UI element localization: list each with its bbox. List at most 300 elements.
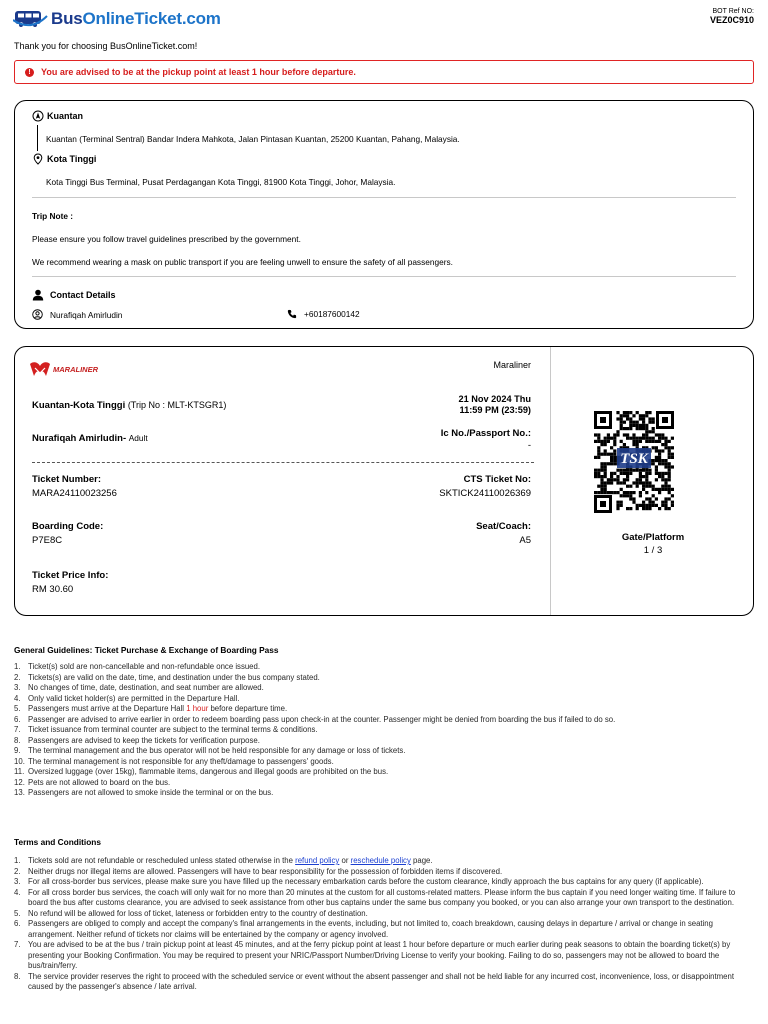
qr-module xyxy=(645,478,648,481)
list-item: Tickets(s) are valid on the date, time, and destination under the bus company stated. xyxy=(28,672,320,682)
qr-module xyxy=(613,449,616,452)
qr-module xyxy=(636,421,639,424)
qr-module xyxy=(629,411,632,414)
qr-module xyxy=(610,491,613,494)
qr-module xyxy=(639,475,642,478)
departure-date: 21 Nov 2024 Thu xyxy=(458,394,531,404)
qr-module xyxy=(642,501,645,504)
qr-module xyxy=(620,417,623,420)
qr-module xyxy=(668,456,671,459)
qr-module xyxy=(604,443,607,446)
qr-module xyxy=(645,440,648,443)
list-item-text: or xyxy=(339,856,351,865)
qr-module xyxy=(639,469,642,472)
qr-module xyxy=(620,472,623,475)
list-item-text: page. xyxy=(410,856,433,865)
trip-note-line-1: Please ensure you follow travel guidelines prescribed by the government. xyxy=(32,234,301,244)
qr-module xyxy=(604,481,607,484)
qr-module xyxy=(655,465,658,468)
qr-module xyxy=(664,504,667,507)
list-item: Ticket issuance from terminal counter are subject to the terminal terms & conditions. xyxy=(28,725,318,734)
qr-module xyxy=(626,491,629,494)
qr-module xyxy=(594,475,597,478)
operator-name: Maraliner xyxy=(493,360,531,370)
qr-module xyxy=(648,411,651,414)
qr-module xyxy=(613,456,616,459)
qr-module xyxy=(639,472,642,475)
qr-module xyxy=(629,485,632,488)
qr-module xyxy=(639,494,642,497)
qr-module xyxy=(636,443,639,446)
qr-module xyxy=(594,491,597,494)
qr-module xyxy=(620,494,623,497)
list-item: Passengers are not allowed to smoke inside the terminal or on the bus. xyxy=(28,788,274,797)
qr-module xyxy=(664,501,667,504)
qr-module xyxy=(652,446,655,449)
list-item: Passenger are advised to arrive earlier in order to redeem boarding pass upon check-in at the counter. Passenger might be denied from boarding the bus if failed to do so. xyxy=(28,714,616,724)
boarding-code-field xyxy=(32,521,103,546)
qr-module xyxy=(613,459,616,462)
qr-module xyxy=(600,491,603,494)
route-connector xyxy=(37,125,38,151)
list-item: The terminal management and the bus operator will not be held responsible for any damage or loss of tickets. xyxy=(28,746,406,755)
qr-module xyxy=(620,501,623,504)
qr-module xyxy=(661,472,664,475)
list-item: The terminal management is not responsible for any theft/damage to passengers' goods. xyxy=(28,756,334,766)
qr-module xyxy=(607,478,610,481)
brand-part-2: OnlineTicket.com xyxy=(82,9,221,28)
qr-module xyxy=(616,411,619,414)
qr-module xyxy=(604,488,607,491)
qr-module xyxy=(594,469,597,472)
qr-module xyxy=(616,475,619,478)
qr-module xyxy=(600,478,603,481)
brand-part-1: Bus xyxy=(51,9,83,28)
qr-module xyxy=(658,453,661,456)
qr-module xyxy=(648,485,651,488)
qr-module xyxy=(645,507,648,510)
qr-module xyxy=(632,414,635,417)
qr-module xyxy=(664,472,667,475)
qr-module xyxy=(661,462,664,465)
qr-module xyxy=(610,462,613,465)
qr-module xyxy=(668,475,671,478)
qr-module xyxy=(668,472,671,475)
qr-module xyxy=(604,437,607,440)
qr-module xyxy=(610,437,613,440)
qr-module xyxy=(607,440,610,443)
qr-module xyxy=(664,443,667,446)
qr-module xyxy=(671,488,674,491)
qr-module xyxy=(639,504,642,507)
trip-info-box xyxy=(14,100,754,329)
qr-module xyxy=(664,437,667,440)
qr-module xyxy=(604,469,607,472)
qr-module xyxy=(610,456,613,459)
qr-module xyxy=(639,424,642,427)
qr-module xyxy=(604,462,607,465)
qr-module xyxy=(668,453,671,456)
qr-module xyxy=(661,437,664,440)
operator-logo xyxy=(29,360,98,378)
gate-value: 1 / 3 xyxy=(643,545,663,556)
qr-module xyxy=(655,504,658,507)
qr-module xyxy=(632,424,635,427)
qr-module xyxy=(597,440,600,443)
qr-module xyxy=(623,491,626,494)
qr-module xyxy=(658,491,661,494)
operator-logo-text: MARALINER xyxy=(53,364,98,374)
qr-module xyxy=(610,459,613,462)
qr-module xyxy=(600,475,603,478)
user-icon xyxy=(32,289,44,301)
qr-module xyxy=(636,437,639,440)
qr-module xyxy=(652,427,655,430)
qr-module xyxy=(626,427,629,430)
navigation-icon xyxy=(32,110,44,122)
price-field xyxy=(32,570,108,595)
destination-address: Kota Tinggi Bus Terminal, Pusat Perdagangan Kota Tinggi, 81900 Kota Tinggi, Johor, Malaysia. xyxy=(46,177,396,187)
trip-note-title: Trip Note : xyxy=(32,211,74,221)
qr-module xyxy=(652,488,655,491)
qr-module xyxy=(645,427,648,430)
qr-module xyxy=(616,507,619,510)
qr-module xyxy=(623,421,626,424)
qr-module xyxy=(632,421,635,424)
qr-module xyxy=(664,478,667,481)
qr-module xyxy=(642,414,645,417)
list-item: Ticket(s) sold are non-cancellable and non-refundable once issued. xyxy=(28,662,261,671)
bot-ref xyxy=(710,8,754,25)
qr-module xyxy=(652,437,655,440)
qr-module xyxy=(639,440,642,443)
qr-module xyxy=(613,491,616,494)
qr-module xyxy=(664,462,667,465)
qr-module xyxy=(645,414,648,417)
cts-ticket-value: SKTICK24110026369 xyxy=(439,488,531,499)
qr-module xyxy=(616,417,619,420)
qr-module xyxy=(629,472,632,475)
qr-module xyxy=(597,437,600,440)
qr-module xyxy=(604,449,607,452)
list-item: Passengers are advised to keep the tickets for verification purpose. xyxy=(28,735,260,745)
qr-module xyxy=(600,453,603,456)
qr-module xyxy=(604,465,607,468)
qr-module xyxy=(629,437,632,440)
qr-module xyxy=(594,472,597,475)
qr-module xyxy=(613,453,616,456)
qr-module xyxy=(616,478,619,481)
qr-overlay-logo: TSK xyxy=(620,451,648,467)
contact-phone: +60187600142 xyxy=(304,309,360,319)
qr-module xyxy=(629,421,632,424)
list-item: Passengers are obliged to comply and accept the company's final arrangements in the events, including, but not limited to, coach breakdown, causing delays in departure / arrival or change in seating arrangement. Neither refund of tickets nor claims will be entertained by the company or agency involved. xyxy=(28,919,713,939)
qr-module xyxy=(613,478,616,481)
qr-module xyxy=(645,481,648,484)
qr-module xyxy=(620,421,623,424)
qr-module xyxy=(671,504,674,507)
qr-module xyxy=(645,424,648,427)
qr-module xyxy=(661,475,664,478)
qr-module xyxy=(642,417,645,420)
qr-module xyxy=(661,488,664,491)
qr-module xyxy=(648,497,651,500)
qr-module xyxy=(648,504,651,507)
qr-module xyxy=(623,472,626,475)
qr-module xyxy=(626,469,629,472)
ic-label: Ic No./Passport No.: xyxy=(440,428,531,439)
list-item: No refund will be allowed for loss of ticket, lateness or forbidden entry to the country of destination. xyxy=(28,908,368,918)
qr-module xyxy=(620,504,623,507)
qr-module xyxy=(642,427,645,430)
qr-module xyxy=(623,414,626,417)
qr-module xyxy=(607,462,610,465)
qr-module xyxy=(664,481,667,484)
list-item xyxy=(14,856,754,867)
qr-module xyxy=(655,469,658,472)
qr-module xyxy=(671,446,674,449)
qr-module xyxy=(613,443,616,446)
qr-module xyxy=(645,433,648,436)
qr-module xyxy=(636,504,639,507)
qr-module xyxy=(668,465,671,468)
qr-module xyxy=(613,472,616,475)
qr-module xyxy=(620,440,623,443)
guidelines-list xyxy=(14,662,754,799)
qr-module xyxy=(632,437,635,440)
qr-module xyxy=(636,478,639,481)
qr-module xyxy=(626,485,629,488)
qr-module xyxy=(671,437,674,440)
qr-module xyxy=(623,411,626,414)
reschedule-policy-link[interactable]: reschedule policy xyxy=(350,856,411,865)
qr-module xyxy=(664,465,667,468)
qr-module xyxy=(645,437,648,440)
guidelines-title: General Guidelines: Ticket Purchase & Exchange of Boarding Pass xyxy=(14,645,279,655)
qr-module xyxy=(642,488,645,491)
qr-module xyxy=(610,472,613,475)
qr-module xyxy=(620,414,623,417)
qr-module xyxy=(597,469,600,472)
qr-module xyxy=(668,491,671,494)
qr-module xyxy=(626,494,629,497)
qr-code xyxy=(594,411,674,513)
qr-module xyxy=(620,481,623,484)
phone-icon xyxy=(287,309,297,319)
qr-module xyxy=(668,507,671,510)
qr-module xyxy=(626,437,629,440)
cts-ticket-field xyxy=(439,474,531,499)
qr-module xyxy=(607,433,610,436)
qr-module xyxy=(616,469,619,472)
qr-module xyxy=(645,469,648,472)
qr-module xyxy=(668,449,671,452)
qr-module xyxy=(620,424,623,427)
qr-module xyxy=(648,501,651,504)
qr-module xyxy=(664,485,667,488)
ticket-number-value: MARA24110023256 xyxy=(32,488,117,499)
bot-ref-value: VEZ0C910 xyxy=(709,15,754,25)
qr-module xyxy=(636,469,639,472)
list-item-text: Passengers must arrive at the Departure Hall xyxy=(28,704,187,713)
qr-module xyxy=(594,440,597,443)
passenger-name: Nurafiqah Amirludin- xyxy=(32,433,127,444)
qr-module xyxy=(636,440,639,443)
qr-module xyxy=(626,475,629,478)
qr-module xyxy=(610,475,613,478)
qr-module xyxy=(652,430,655,433)
list-item-text: Tickets sold are not refundable or rescheduled unless stated otherwise in the xyxy=(28,856,296,865)
alert-icon: ! xyxy=(25,68,34,77)
qr-module xyxy=(645,485,648,488)
qr-module xyxy=(658,456,661,459)
seat-value: A5 xyxy=(519,535,531,546)
ticket-card xyxy=(14,346,754,616)
qr-module xyxy=(652,485,655,488)
gate-label: Gate/Platform xyxy=(621,532,685,543)
qr-module xyxy=(629,424,632,427)
qr-module xyxy=(642,424,645,427)
qr-module xyxy=(652,494,655,497)
ic-value: - xyxy=(527,440,531,451)
qr-module xyxy=(645,472,648,475)
qr-module xyxy=(661,478,664,481)
qr-module xyxy=(652,459,655,462)
refund-policy-link[interactable]: refund policy xyxy=(295,856,340,865)
qr-module xyxy=(645,497,648,500)
terms-list xyxy=(14,856,754,993)
qr-module xyxy=(658,507,661,510)
origin-row xyxy=(32,110,83,122)
qr-module xyxy=(664,488,667,491)
qr-module xyxy=(636,485,639,488)
qr-module xyxy=(600,440,603,443)
qr-module xyxy=(671,494,674,497)
qr-module xyxy=(652,421,655,424)
qr-module xyxy=(658,440,661,443)
qr-module xyxy=(648,417,651,420)
qr-module xyxy=(671,456,674,459)
qr-module xyxy=(652,440,655,443)
brand-logo[interactable] xyxy=(13,8,221,30)
qr-module xyxy=(655,446,658,449)
qr-module xyxy=(607,491,610,494)
contact-details-heading xyxy=(32,289,116,301)
qr-module xyxy=(613,437,616,440)
qr-module xyxy=(642,475,645,478)
qr-module xyxy=(639,417,642,420)
qr-module xyxy=(639,481,642,484)
qr-module xyxy=(671,501,674,504)
qr-module xyxy=(639,491,642,494)
passenger xyxy=(32,433,148,444)
qr-module xyxy=(629,491,632,494)
list-item xyxy=(14,704,754,715)
qr-module xyxy=(620,469,623,472)
qr-module xyxy=(655,497,658,500)
qr-module xyxy=(629,497,632,500)
ticket-divider xyxy=(550,347,551,615)
qr-module xyxy=(604,472,607,475)
qr-module xyxy=(636,481,639,484)
seat-field xyxy=(476,521,531,546)
price-value: RM 30.60 xyxy=(32,584,74,595)
qr-module xyxy=(616,501,619,504)
destination-name: Kota Tinggi xyxy=(47,154,97,164)
qr-module xyxy=(658,459,661,462)
qr-module xyxy=(664,440,667,443)
passenger-type: Adult xyxy=(128,433,148,443)
contact-name-row xyxy=(32,309,122,320)
qr-module xyxy=(632,443,635,446)
qr-module xyxy=(600,481,603,484)
qr-module xyxy=(658,488,661,491)
list-item: Oversized luggage (over 15kg), flammable items, dangerous and illegal goods are prohibited on the bus. xyxy=(28,767,389,776)
qr-module xyxy=(648,481,651,484)
qr-module xyxy=(668,440,671,443)
trip-number: (Trip No : MLT-KTSGR1) xyxy=(127,400,227,410)
qr-module xyxy=(658,449,661,452)
qr-module xyxy=(655,449,658,452)
maraliner-logo-icon xyxy=(29,360,51,378)
qr-module xyxy=(632,469,635,472)
qr-module xyxy=(645,504,648,507)
qr-module xyxy=(597,472,600,475)
qr-module xyxy=(600,462,603,465)
list-item: For all cross border bus services, the coach will only wait for no more than 20 minutes at the custom for all customs-related matters. Please inform the bus captain if you need longer waiting time. If failure to board the bus after customs clearance, you are advised to seek assistance from other bus captains under the same bus company you booked, or you can also arrange your own transport to the destination. xyxy=(28,887,736,907)
ic-passport xyxy=(441,428,531,452)
qr-module xyxy=(658,462,661,465)
header xyxy=(13,8,754,34)
qr-module xyxy=(642,507,645,510)
origin-address: Kuantan (Terminal Sentral) Bandar Indera Mahkota, Jalan Pintasan Kuantan, 25200 Kuantan, Pahang, Malaysia. xyxy=(46,134,460,144)
qr-module xyxy=(620,427,623,430)
qr-module xyxy=(620,488,623,491)
qr-module xyxy=(639,414,642,417)
qr-module xyxy=(668,485,671,488)
ticket-number-field xyxy=(32,474,117,499)
qr-module xyxy=(629,469,632,472)
qr-module xyxy=(636,507,639,510)
qr-module xyxy=(658,472,661,475)
qr-module xyxy=(607,437,610,440)
qr-module xyxy=(626,433,629,436)
cts-ticket-label: CTS Ticket No: xyxy=(463,474,531,485)
qr-module xyxy=(668,446,671,449)
gate-platform xyxy=(563,532,743,556)
qr-module xyxy=(607,481,610,484)
qr-module xyxy=(600,488,603,491)
qr-module xyxy=(642,421,645,424)
qr-module xyxy=(610,478,613,481)
dashed-divider xyxy=(32,462,534,463)
qr-module xyxy=(658,433,661,436)
qr-module xyxy=(623,427,626,430)
list-item: Only valid ticket holder(s) are permitted in the Departure Hall. xyxy=(28,693,240,703)
price-label: Ticket Price Info: xyxy=(32,570,109,581)
qr-module xyxy=(648,440,651,443)
qr-module xyxy=(632,481,635,484)
qr-module xyxy=(632,433,635,436)
alert-text: You are advised to be at the pickup point at least 1 hour before departure. xyxy=(41,67,356,77)
qr-module xyxy=(597,456,600,459)
qr-module xyxy=(632,501,635,504)
list-item-text: before departure time. xyxy=(208,704,288,713)
qr-module xyxy=(629,417,632,420)
contact-name: Nurafiqah Amirludin xyxy=(50,309,123,320)
boarding-code-value: P7E8C xyxy=(32,535,63,546)
qr-module xyxy=(655,472,658,475)
